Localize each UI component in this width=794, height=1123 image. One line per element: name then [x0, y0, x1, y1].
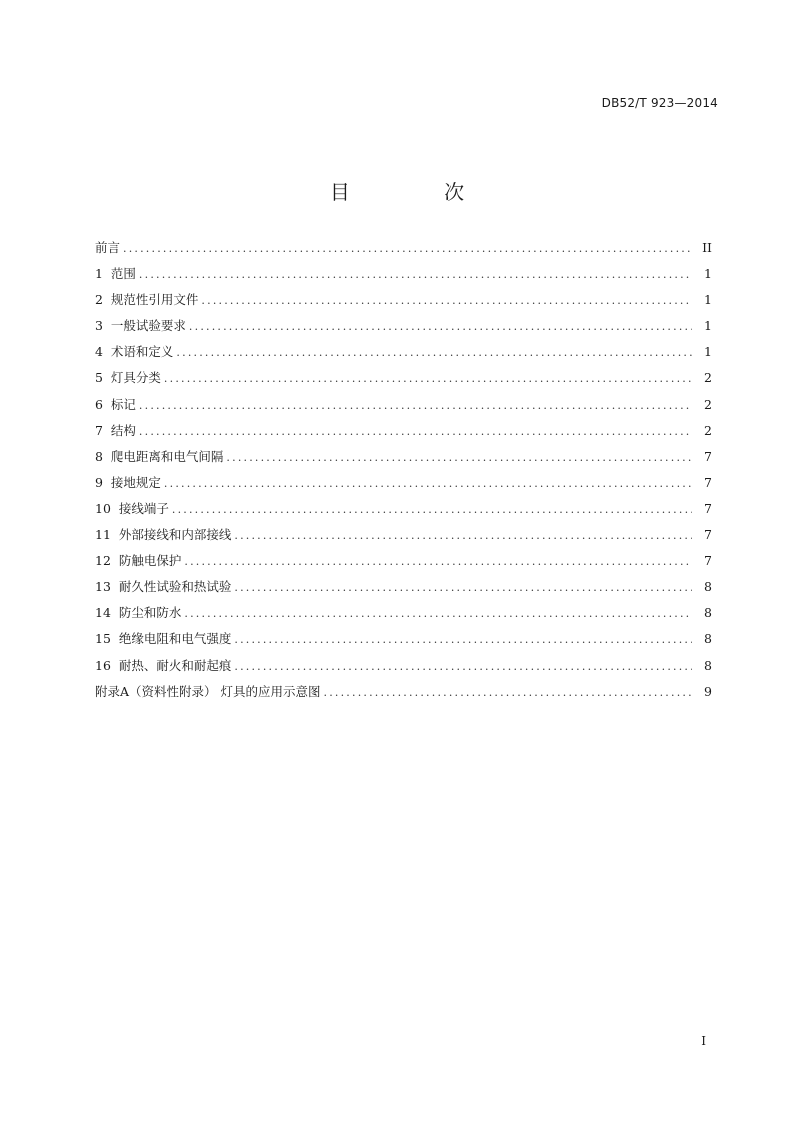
page-number: I — [701, 1034, 706, 1048]
toc-entry-page: 8 — [704, 631, 712, 647]
toc-entry-title: 耐热、耐火和耐起痕 — [118, 657, 232, 673]
toc-entry[interactable] — [95, 551, 712, 577]
toc-entry-page: 1 — [704, 318, 712, 334]
toc-dot-leader — [324, 686, 692, 699]
toc-entry[interactable] — [95, 629, 712, 655]
toc-entry-title: 前言 — [95, 240, 121, 255]
toc-dot-leader — [176, 346, 692, 359]
toc-entry-title: 标记 — [110, 396, 136, 412]
toc-entry-number: 10 — [95, 500, 119, 516]
toc-entry-title: 耐久性试验和热试验 — [118, 579, 232, 595]
toc-dot-leader — [184, 555, 692, 568]
toc-entry-page: 7 — [704, 553, 712, 569]
toc-entry[interactable] — [95, 342, 712, 368]
toc-entry-page: 9 — [704, 683, 712, 699]
toc-entry[interactable] — [95, 525, 712, 551]
toc-entry-number: 12 — [95, 553, 119, 569]
toc-entry-page: II — [702, 240, 712, 255]
toc-entry[interactable] — [95, 603, 712, 629]
toc-entry-title: 爬电距离和电气间隔 — [110, 448, 224, 464]
toc-dot-leader — [139, 425, 692, 438]
toc-entry-page: 7 — [704, 527, 712, 543]
toc-entry-page: 7 — [704, 474, 712, 490]
page-title: 目 次 — [329, 180, 509, 204]
toc-entry[interactable] — [95, 368, 712, 394]
toc-entry-title: 接线端子 — [118, 500, 169, 516]
toc-entry-number: 14 — [95, 605, 119, 621]
toc-entry-number: 9 — [95, 474, 111, 490]
toc-entry-page: 8 — [704, 605, 712, 621]
toc-entry-page: 1 — [704, 292, 712, 308]
toc-entry-title: 范围 — [110, 266, 136, 282]
toc-entry[interactable] — [95, 473, 712, 499]
toc-dot-leader — [189, 320, 692, 333]
toc-entry-number: 2 — [95, 292, 111, 308]
toc-dot-leader — [234, 581, 692, 594]
toc-dot-leader — [201, 294, 692, 307]
toc-entry-number: 6 — [95, 396, 111, 412]
toc-entry-page: 1 — [704, 266, 712, 282]
toc-entry-page: 2 — [704, 422, 712, 438]
toc-entry-number: 13 — [95, 579, 119, 595]
toc-entry[interactable] — [95, 447, 712, 473]
toc-entry-number: 5 — [95, 370, 111, 386]
toc-dot-leader — [226, 451, 692, 464]
toc-entry[interactable] — [95, 577, 712, 603]
toc-entry[interactable] — [95, 316, 712, 342]
toc-entry[interactable] — [95, 682, 712, 708]
toc-entry-title: 接地规定 — [110, 474, 161, 490]
toc-dot-leader — [139, 268, 692, 281]
toc-entry[interactable] — [95, 499, 712, 525]
toc-entry[interactable] — [95, 421, 712, 447]
toc-entry[interactable] — [95, 395, 712, 421]
toc-entry-number: 16 — [95, 657, 119, 673]
toc-entry-number: 1 — [95, 266, 111, 282]
toc-entry-title: 防尘和防水 — [118, 605, 182, 621]
toc-entry-title: 结构 — [110, 422, 136, 438]
toc-entry-title: 一般试验要求 — [110, 318, 186, 334]
toc-dot-leader — [164, 477, 692, 490]
toc-dot-leader — [164, 372, 692, 385]
toc-entry-number: 15 — [95, 631, 119, 647]
document-code: DB52/T 923—2014 — [601, 96, 718, 110]
toc-entry-page: 2 — [704, 370, 712, 386]
toc-entry-number: 7 — [95, 422, 111, 438]
toc-entry-number: 4 — [95, 344, 111, 360]
toc-entry[interactable] — [95, 656, 712, 682]
toc-entry[interactable] — [95, 238, 712, 264]
toc-entry-title: 附录A（资料性附录） 灯具的应用示意图 — [95, 683, 321, 699]
toc-entry-title: 规范性引用文件 — [110, 292, 199, 308]
toc-entry-number: 8 — [95, 448, 111, 464]
toc-dot-leader — [234, 529, 692, 542]
toc-entry-page: 8 — [704, 579, 712, 595]
toc-entry[interactable] — [95, 264, 712, 290]
toc-dot-leader — [123, 242, 692, 255]
toc-entry-title: 术语和定义 — [110, 344, 174, 360]
toc-dot-leader — [172, 503, 692, 516]
toc-entry-title: 防触电保护 — [118, 553, 182, 569]
toc-entry-number: 11 — [95, 527, 119, 543]
toc-dot-leader — [234, 633, 692, 646]
toc-entry-title: 绝缘电阻和电气强度 — [118, 631, 232, 647]
toc-dot-leader — [184, 607, 692, 620]
toc-dot-leader — [139, 399, 692, 412]
toc-entry-page: 2 — [704, 396, 712, 412]
toc-entry-page: 8 — [704, 657, 712, 673]
toc-entry-title: 外部接线和内部接线 — [118, 527, 232, 543]
toc-entry-number: 3 — [95, 318, 111, 334]
toc-entry-page: 7 — [704, 448, 712, 464]
toc-entry-page: 7 — [704, 500, 712, 516]
toc-entry-page: 1 — [704, 344, 712, 360]
toc-entry-title: 灯具分类 — [110, 370, 161, 386]
toc-entry[interactable] — [95, 290, 712, 316]
toc-dot-leader — [234, 660, 692, 673]
table-of-contents — [95, 238, 712, 708]
